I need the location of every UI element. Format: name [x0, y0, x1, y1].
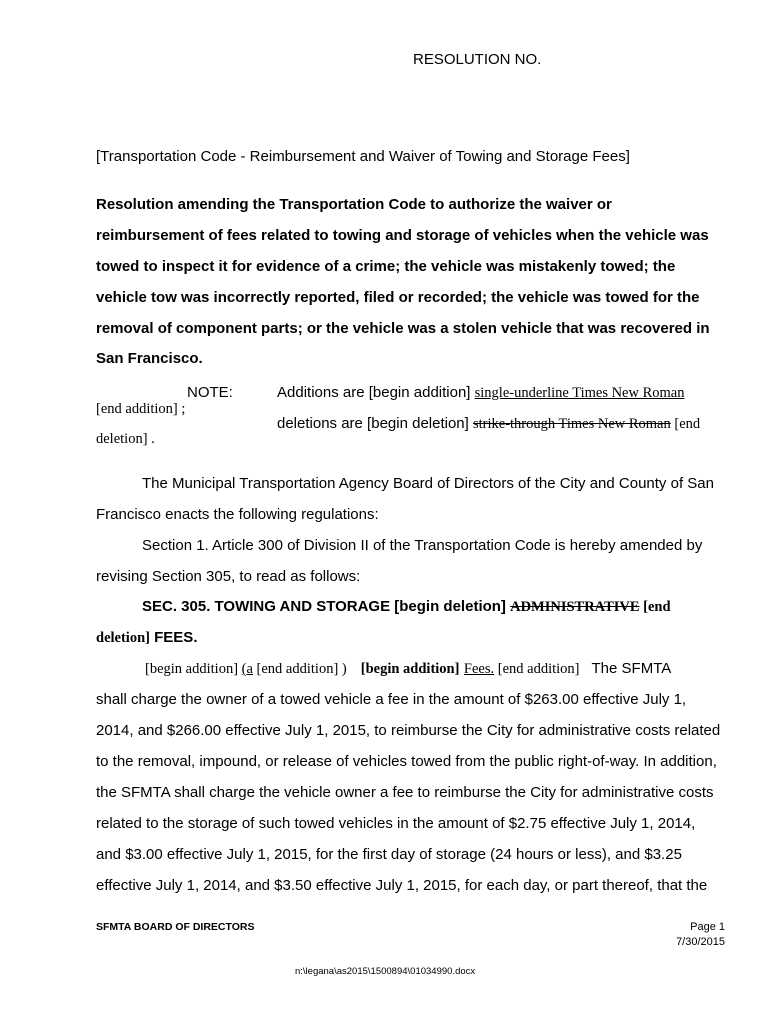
- section-heading-fees: FEES.: [149, 629, 198, 646]
- note-end-deletion: deletion] .: [96, 431, 155, 447]
- section-heading-deletion-marker: deletion]: [96, 630, 150, 646]
- subsection-fees-heading: Fees.: [463, 661, 495, 677]
- paragraph-line: to the removal, impound, or release of vehicles towed from the public right-of-way. In addition,: [96, 753, 717, 770]
- title-line: vehicle tow was incorrectly reported, filed or recorded; the vehicle was towed for the: [96, 289, 700, 306]
- enactment-line: Francisco enacts the following regulations:: [96, 506, 379, 523]
- section-heading-deleted: ADMINISTRATIVE: [510, 599, 640, 615]
- section-heading-text: SEC. 305. TOWING AND STORAGE [begin deletion]: [142, 598, 511, 615]
- note-end-addition: [end addition] ;: [96, 401, 186, 417]
- note-deletions-line: [277, 415, 700, 433]
- section-heading-wrap: [96, 629, 197, 647]
- title-line: reimbursement of fees related to towing and storage of vehicles when the vehicle was: [96, 227, 709, 244]
- paragraph-line: 2014, and $266.00 effective July 1, 2015, to reimburse the City for administrative costs related: [96, 722, 721, 739]
- enactment-line: The Municipal Transportation Agency Board of Directors of the City and County of San: [142, 475, 714, 492]
- paragraph-line: shall charge the owner of a towed vehicle a fee in the amount of $263.00 effective July 1,: [96, 691, 687, 708]
- note-additions-sample: single-underline Times New Roman: [474, 385, 685, 401]
- title-line: Resolution amending the Transportation Code to authorize the waiver or: [96, 196, 612, 213]
- footer-date: 7/30/2015: [676, 936, 725, 948]
- section-line: Section 1. Article 300 of Division II of the Transportation Code is hereby amended by: [142, 537, 703, 554]
- section-heading: [142, 598, 671, 616]
- title-line: removal of component parts; or the vehicle was a stolen vehicle that was recovered in: [96, 320, 710, 337]
- resolution-topic: [Transportation Code - Reimbursement and Waiver of Towing and Storage Fees]: [96, 148, 630, 165]
- footer-file-path: n:\legana\as2015\1500894\01034990.docx: [295, 966, 476, 977]
- title-line: towed to inspect it for evidence of a crime; the vehicle was mistakenly towed; the: [96, 258, 676, 275]
- paragraph-line: the SFMTA shall charge the vehicle owner a fee to reimburse the City for administrative costs: [96, 784, 714, 801]
- begin-addition-marker: [begin addition]: [145, 661, 242, 677]
- begin-addition-marker-bold: [begin addition]: [360, 661, 460, 677]
- paragraph-line: related to the storage of such towed vehicles in the amount of $2.75 effective July 1, 2014,: [96, 815, 696, 832]
- note-label: NOTE:: [187, 384, 233, 401]
- section-heading-end-marker: [end: [639, 599, 671, 615]
- footer-page-number: Page 1: [690, 921, 725, 933]
- subsection-letter: (a: [241, 661, 253, 677]
- end-addition-marker: [end addition]: [494, 661, 580, 677]
- title-line: San Francisco.: [96, 350, 203, 367]
- end-addition-marker: [end addition] ): [252, 661, 347, 677]
- note-additions-text: Additions are [begin addition]: [277, 384, 475, 401]
- resolution-number-heading: RESOLUTION NO.: [413, 51, 542, 68]
- subsection-a-line: [145, 660, 671, 678]
- paragraph-line: and $3.00 effective July 1, 2015, for the first day of storage (24 hours or less), and $3.25: [96, 846, 682, 863]
- footer-board-name: SFMTA BOARD OF DIRECTORS: [96, 921, 255, 933]
- subsection-text: The SFMTA: [591, 660, 672, 677]
- note-deletions-end: [end: [670, 416, 701, 432]
- section-line: revising Section 305, to read as follows:: [96, 568, 361, 585]
- paragraph-line: effective July 1, 2014, and $3.50 effective July 1, 2015, for each day, or part thereof, that the: [96, 877, 708, 894]
- note-deletions-sample: strike-through Times New Roman: [472, 416, 671, 432]
- note-additions-line: [277, 384, 684, 402]
- note-deletions-text: deletions are [begin deletion]: [277, 415, 473, 432]
